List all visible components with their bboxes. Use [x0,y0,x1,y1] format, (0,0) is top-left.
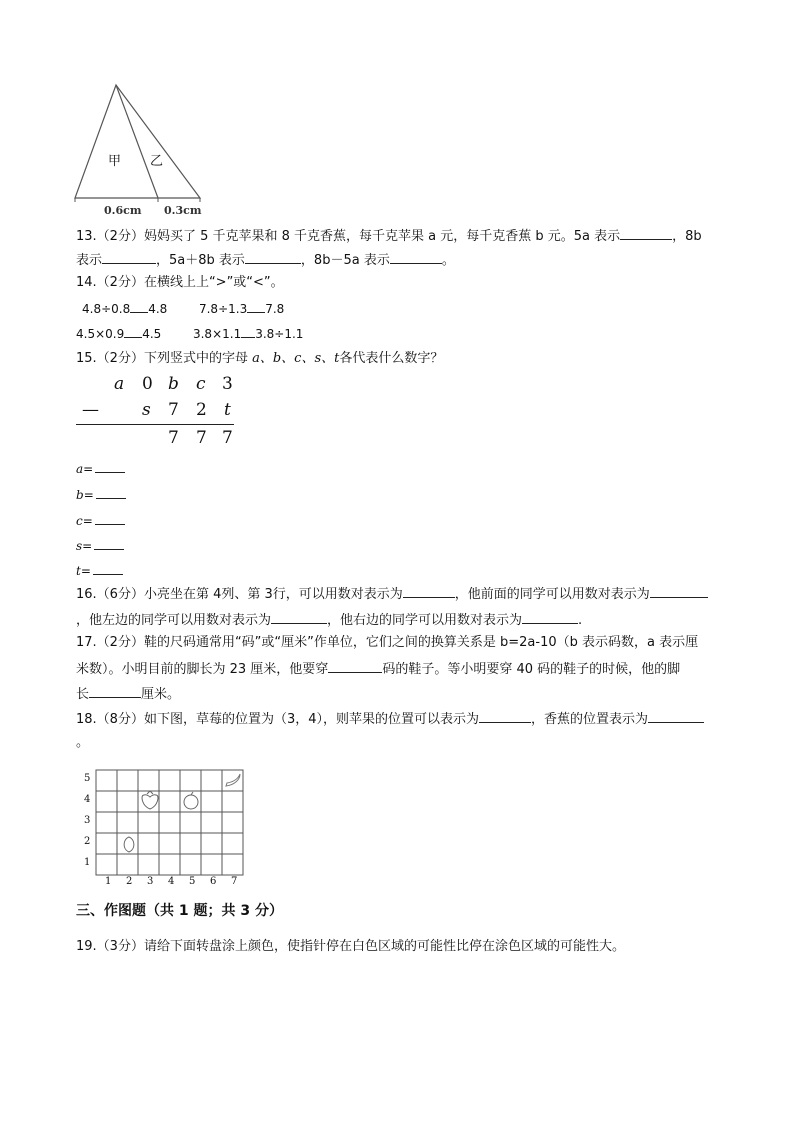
answer-var-c: c [76,514,83,528]
question-19: 19.（3分）请给下面转盘涂上颜色，使指针停在白色区域的可能性比停在涂色区域的可能性大。 [76,939,625,954]
digit-s: s [142,400,151,420]
q14-a-left: 4.8÷0.8 [82,302,131,316]
question-15 [76,350,443,368]
answer-var-a: a [76,462,84,476]
answer-eq-c: = [82,514,93,528]
question-17-line3 [76,684,180,704]
q16-text-2b: ，他右边的同学可以用数对表示为 [327,613,523,628]
result-digit-1: 7 [168,428,179,448]
q16-blank-1[interactable] [403,584,455,598]
row-label-3: 3 [84,815,91,826]
q13-text-2a: 表示 [76,253,103,268]
q15-text-suffix: 各代表什么数字？ [339,351,444,366]
answer-var-s: s [76,539,83,553]
q18-text-1a: 18.（8分）如下图，草莓的位置为（3，4），则苹果的位置可以表示为 [76,712,479,727]
question-13-line2 [76,250,455,270]
q16-text-2a: ，他左边的同学可以用数对表示为 [76,613,272,628]
answer-blank-t[interactable] [93,562,123,575]
q16-text-1a: 16.（6分）小亮坐在第 4列、第 3行，可以用数对表示为 [76,587,403,602]
triangle-label-jia: 甲 [108,154,122,169]
q18-text-1b: ，香蕉的位置表示为 [531,712,649,727]
q16-text-1b: ，他前面的同学可以用数对表示为 [454,587,650,602]
q16-blank-3[interactable] [271,610,327,624]
answer-s [76,537,124,553]
result-digit-2: 7 [196,428,207,448]
answer-eq-s: = [82,539,93,553]
col-label-5: 5 [189,876,196,887]
digit-t: t [224,400,231,420]
answer-eq-a: = [83,462,94,476]
q13-text-2c: ，8b－5a 表示 [300,253,390,268]
q14-b-right: 7.8 [265,302,285,316]
answer-var-b: b [76,488,84,502]
q17-text-3a: 长 [76,687,90,702]
triangle-label-yi: 乙 [150,154,164,169]
q13-text-2end: 。 [441,253,455,268]
col-label-7: 7 [231,876,238,887]
q13-text-end: ，8b [672,229,702,244]
question-13-line1 [76,226,702,246]
digit-3: 3 [222,374,233,394]
answer-t [76,562,123,578]
question-17-line2 [76,659,680,679]
answer-eq-t: = [80,564,91,578]
digit-7: 7 [168,400,179,420]
question-14: 14.（2分）在横线上上“>”或“<”。 [76,275,284,290]
q17-blank-size[interactable] [328,659,382,673]
answer-blank-a[interactable] [95,460,125,473]
fruit-icon [124,837,134,852]
result-digit-3: 7 [222,428,233,448]
q14-blank-a[interactable] [130,300,148,313]
q14-blank-c[interactable] [124,325,142,338]
q15-letters: a、b、c、s、t [252,351,340,366]
section-3-title: 三、作图题（共 1 题；共 3 分） [76,903,283,919]
q15-text-prefix: 15.（2分）下列竖式中的字母 [76,351,248,366]
question-18-line2: 。 [76,735,90,750]
row-label-4: 4 [84,794,91,805]
question-18-line1 [76,709,704,729]
q13-text: 13.（2分）妈妈买了 5 千克苹果和 8 千克香蕉，每千克苹果 a 元，每千克香蕉 b 元。5a 表示 [76,229,621,244]
answer-var-t: t [76,564,81,578]
strawberry-icon [142,791,158,809]
q18-blank-apple[interactable] [479,709,531,723]
q14-row1 [82,300,284,318]
minus-sign: — [82,400,99,420]
answer-a [76,460,125,476]
q13-blank-diff[interactable] [390,250,442,264]
answer-blank-b[interactable] [96,486,126,499]
coordinate-grid [78,764,258,892]
q16-blank-2[interactable] [650,584,708,598]
q17-text-2a: 米数）。小明目前的脚长为 23 厘米，他要穿 [76,662,329,677]
q14-b-left: 7.8÷1.3 [198,302,248,316]
q13-blank-8b[interactable] [102,250,156,264]
question-16-line1 [76,584,708,604]
question-17-line1: 17.（2分）鞋的尺码通常用“码”或“厘米”作单位，它们之间的换算关系是 b=2a-10（b 表示码数，a 表示厘 [76,635,699,650]
q17-text-2b: 码的鞋子。等小明要穿 40 码的鞋子的时候，他的脚 [382,662,681,677]
q13-text-2b: ，5a＋8b 表示 [156,253,245,268]
col-label-2: 2 [126,876,133,887]
q13-blank-5a[interactable] [620,226,672,240]
subtraction-line [76,424,234,425]
triangle-figure [70,80,210,220]
answer-blank-s[interactable] [94,537,124,550]
q17-text-3b: 厘米。 [141,687,181,702]
q14-blank-b[interactable] [247,300,265,313]
q14-d-left: 3.8×1.1 [192,327,242,341]
col-label-4: 4 [168,876,175,887]
answer-c [76,512,125,528]
answer-b [76,486,126,502]
apple-icon [184,792,198,809]
col-label-1: 1 [105,876,112,887]
banana-icon [226,774,240,786]
digit-2: 2 [196,400,207,420]
row-label-2: 2 [84,836,91,847]
col-label-6: 6 [210,876,217,887]
digit-c: c [196,374,206,394]
triangle-dim-right: 0.3cm [164,204,202,217]
q17-blank-length[interactable] [89,684,141,698]
digit-0: 0 [142,374,153,394]
answer-eq-b: = [83,488,94,502]
digit-a: a [114,374,125,394]
q14-c-right: 4.5 [142,327,162,341]
q14-c-left: 4.5×0.9 [76,327,125,341]
row-label-1: 1 [84,857,91,868]
digit-b: b [168,374,179,394]
q14-blank-d[interactable] [241,325,255,338]
q14-row2 [76,325,303,343]
triangle-dim-left: 0.6cm [104,204,142,217]
question-16-line2 [76,610,582,630]
q14-a-right: 4.8 [148,302,168,316]
q16-blank-4[interactable] [522,610,578,624]
answer-blank-c[interactable] [95,512,125,525]
row-label-5: 5 [84,773,91,784]
q13-blank-sum[interactable] [245,250,301,264]
col-label-3: 3 [147,876,154,887]
q14-d-right: 3.8÷1.1 [255,327,304,341]
q16-text-end: . [578,613,583,628]
q18-blank-banana[interactable] [648,709,704,723]
